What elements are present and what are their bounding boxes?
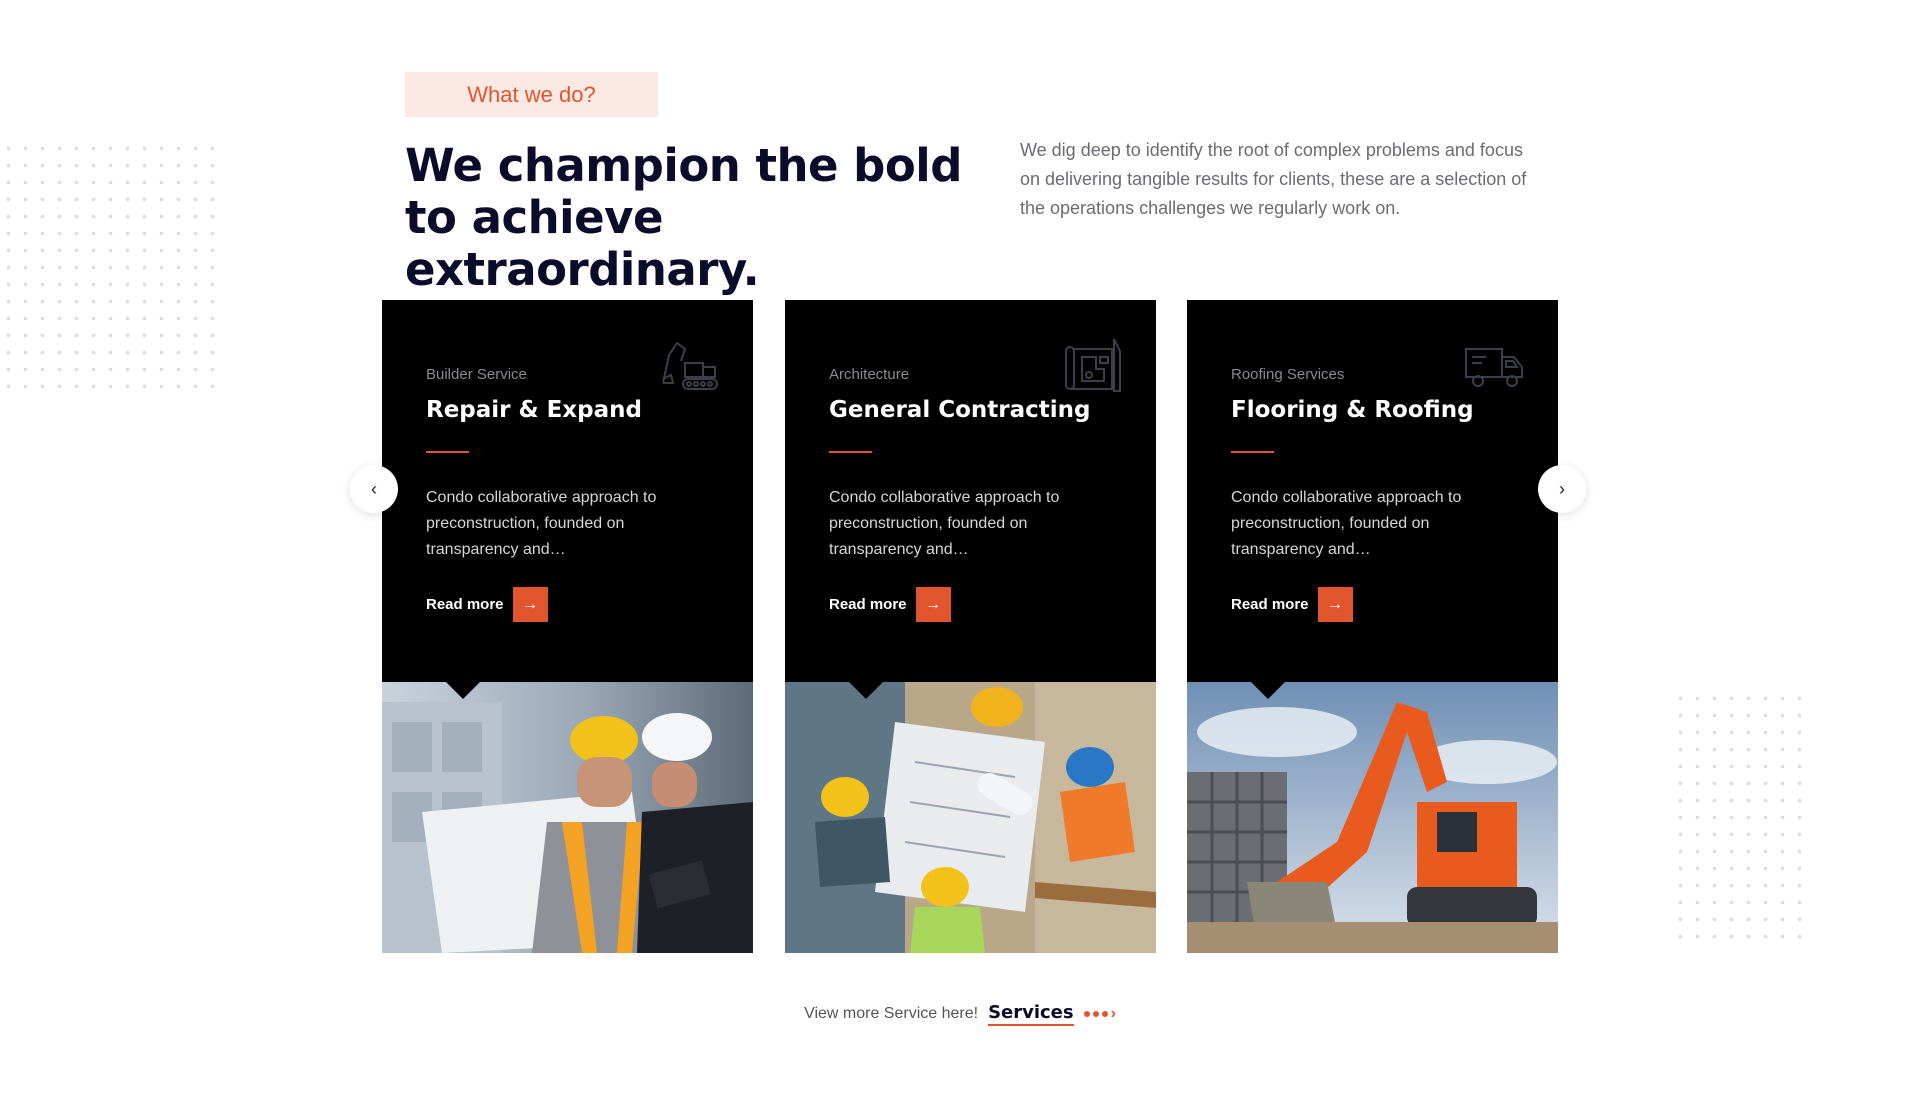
- view-more-line: [0, 1002, 1920, 1026]
- service-card-repair-expand: [382, 300, 753, 953]
- read-more-label[interactable]: Read more: [426, 596, 504, 613]
- blueprint-icon: [1062, 335, 1124, 397]
- card-notch: [446, 682, 480, 699]
- excavator-icon: [659, 335, 721, 397]
- section-headline: We champion the bold to achieve extraordinary.: [405, 139, 962, 296]
- chevron-right-icon[interactable]: ›: [1559, 478, 1565, 499]
- carousel-prev-button[interactable]: [350, 465, 398, 513]
- read-more-link[interactable]: [829, 587, 951, 622]
- card-content-panel: [382, 300, 753, 682]
- card-divider: [426, 451, 469, 453]
- dots-arrow-icon: ›: [1084, 1006, 1116, 1022]
- card-category: Builder Service: [426, 366, 527, 383]
- card-photo-engineers: [382, 682, 753, 953]
- decorative-dot-grid-right: [1672, 690, 1802, 940]
- carousel-next-button[interactable]: [1538, 465, 1586, 513]
- read-more-label[interactable]: Read more: [1231, 596, 1309, 613]
- chevron-left-icon[interactable]: ‹: [371, 478, 377, 499]
- read-more-label[interactable]: Read more: [829, 596, 907, 613]
- arrow-right-icon[interactable]: →: [916, 587, 951, 622]
- card-description: Condo collaborative approach to preconstruction, founded on transparency and…: [426, 489, 657, 558]
- service-card-flooring-roofing: [1187, 300, 1558, 953]
- card-content-panel: [1187, 300, 1558, 682]
- card-category: Architecture: [829, 366, 910, 383]
- view-more-text: View more Service here!: [804, 1005, 979, 1022]
- card-notch: [1251, 682, 1285, 699]
- card-photo-blueprints: [785, 682, 1156, 953]
- read-more-link[interactable]: [426, 587, 548, 622]
- read-more-link[interactable]: [1231, 587, 1353, 622]
- card-description: Condo collaborative approach to preconstruction, founded on transparency and…: [829, 489, 1060, 558]
- card-divider: [829, 451, 872, 453]
- card-title: Flooring & Roofing: [1231, 397, 1474, 423]
- card-divider: [1231, 451, 1274, 453]
- card-title: Repair & Expand: [426, 397, 642, 423]
- services-link[interactable]: Services: [988, 1002, 1074, 1026]
- decorative-dot-grid-left: [0, 140, 228, 390]
- arrow-right-icon[interactable]: →: [513, 587, 548, 622]
- section-tag: What we do?: [405, 72, 658, 117]
- card-photo-excavator: [1187, 682, 1558, 953]
- arrow-right-icon[interactable]: →: [1318, 587, 1353, 622]
- service-card-general-contracting: [785, 300, 1156, 953]
- card-description: Condo collaborative approach to preconstruction, founded on transparency and…: [1231, 489, 1462, 558]
- truck-icon: [1464, 335, 1526, 397]
- section-intro: We dig deep to identify the root of complex problems and focus on delivering tangible results for clients, these are a selection of the operations challenges we regularly work on.: [1020, 140, 1527, 218]
- card-title: General Contracting: [829, 397, 1091, 423]
- card-content-panel: [785, 300, 1156, 682]
- card-notch: [849, 682, 883, 699]
- card-category: Roofing Services: [1231, 366, 1345, 383]
